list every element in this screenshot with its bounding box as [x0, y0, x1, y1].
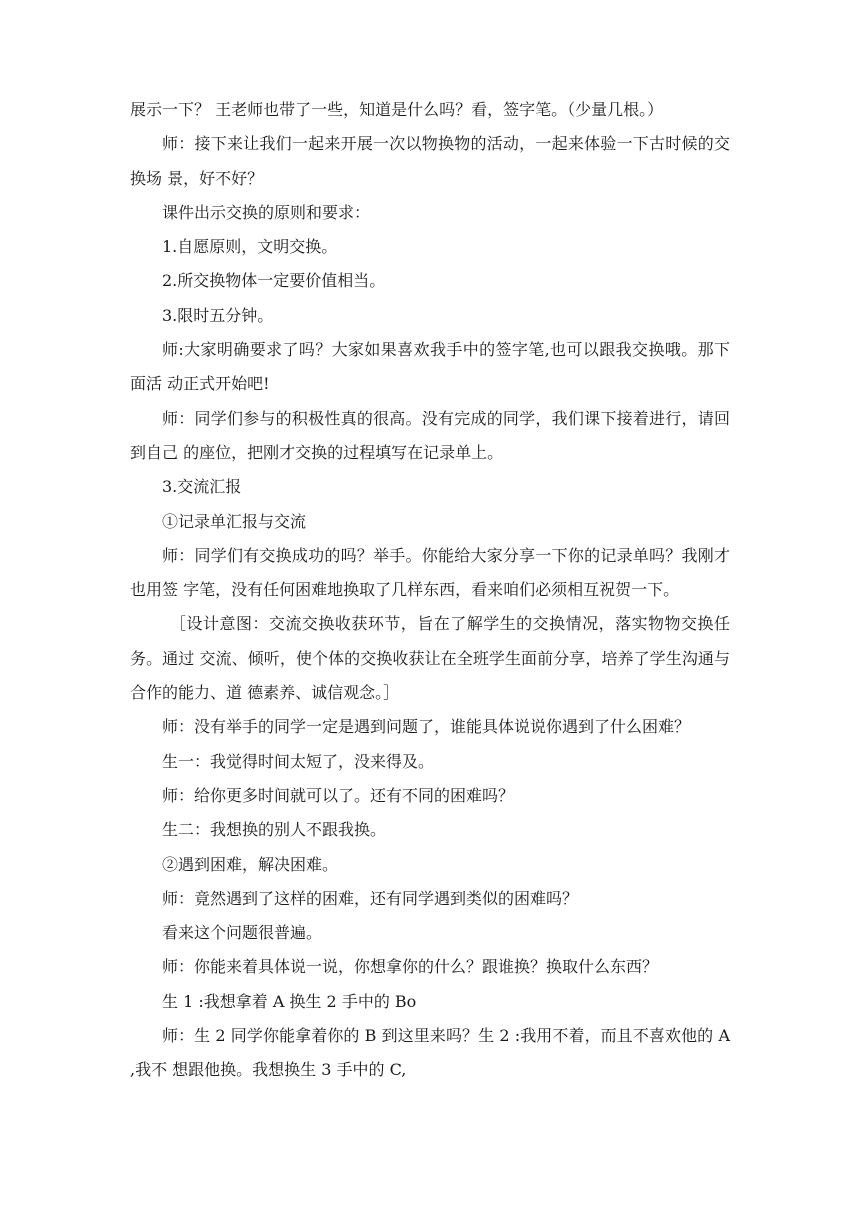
paragraph-10: ①记录单汇报与交流 — [162, 511, 307, 531]
paragraph-4: 1.自愿原则，文明交换。 — [162, 237, 338, 257]
paragraph-7: 师:大家明确要求了吗？大家如果喜欢我手中的签字笔,也可以跟我交换哦。那下面活 动正式开始吧! — [130, 340, 730, 394]
paragraph-13: 师：没有举手的同学一定是遇到问题了，谁能具体说说你遇到了什么困难？ — [162, 717, 691, 737]
paragraph-22: 师：生 2 同学你能拿着你的 B 到这里来吗？生 2 :我用不着，而且不喜欢他的 A ,我不 想跟他换。我想换生 3 手中的 C, — [130, 1026, 730, 1080]
paragraph-9: 3.交流汇报 — [162, 477, 242, 497]
paragraph-3: 课件出示交换的原则和要求： — [162, 202, 371, 222]
paragraph-16: 生二：我想换的别人不跟我换。 — [162, 820, 387, 840]
paragraph-12: ［设计意图：交流交换收获环节，旨在了解学生的交换情况，落实物物交换任务。通过 交流、倾听，使个体的交换收获让在全班学生面前分享，培养了学生沟通与合作的能力、道 德素养、诚信观念。］ — [130, 614, 730, 703]
paragraph-21: 生 1 :我想拿着 A 换生 2 手中的 Bo — [162, 991, 417, 1011]
paragraph-20: 师：你能来着具体说一说，你想拿你的什么？跟谁换？换取什么东西？ — [162, 957, 659, 977]
document-body — [130, 93, 730, 1088]
paragraph-8: 师：同学们参与的积极性真的很高。没有完成的同学，我们课下接着进行，请回到自己 的座位，把刚才交换的过程填写在记录单上。 — [130, 408, 730, 462]
paragraph-19: 看来这个问题很普遍。 — [162, 923, 323, 943]
paragraph-6: 3.限时五分钟。 — [162, 305, 274, 325]
paragraph-14: 生一：我觉得时间太短了，没来得及。 — [162, 751, 435, 771]
paragraph-15: 师：给你更多时间就可以了。还有不同的困难吗？ — [162, 785, 515, 805]
paragraph-17: ②遇到困难，解决困难。 — [162, 854, 339, 874]
paragraph-5: 2.所交换物体一定要价值相当。 — [162, 271, 386, 291]
paragraph-2: 师：接下来让我们一起来开展一次以物换物的活动，一起来体验一下古时候的交换场 景，好不好？ — [130, 134, 730, 188]
paragraph-11: 师：同学们有交换成功的吗？举手。你能给大家分享一下你的记录单吗？我刚才也用签 字笔，没有任何困难地换取了几样东西，看来咱们必须相互祝贺一下。 — [130, 545, 730, 600]
paragraph-1: 展示一下？ 王老师也带了一些，知道是什么吗？看，签字笔。（少量几根。） — [130, 100, 664, 119]
paragraph-18: 师：竟然遇到了这样的困难，还有同学遇到类似的困难吗？ — [162, 888, 579, 908]
